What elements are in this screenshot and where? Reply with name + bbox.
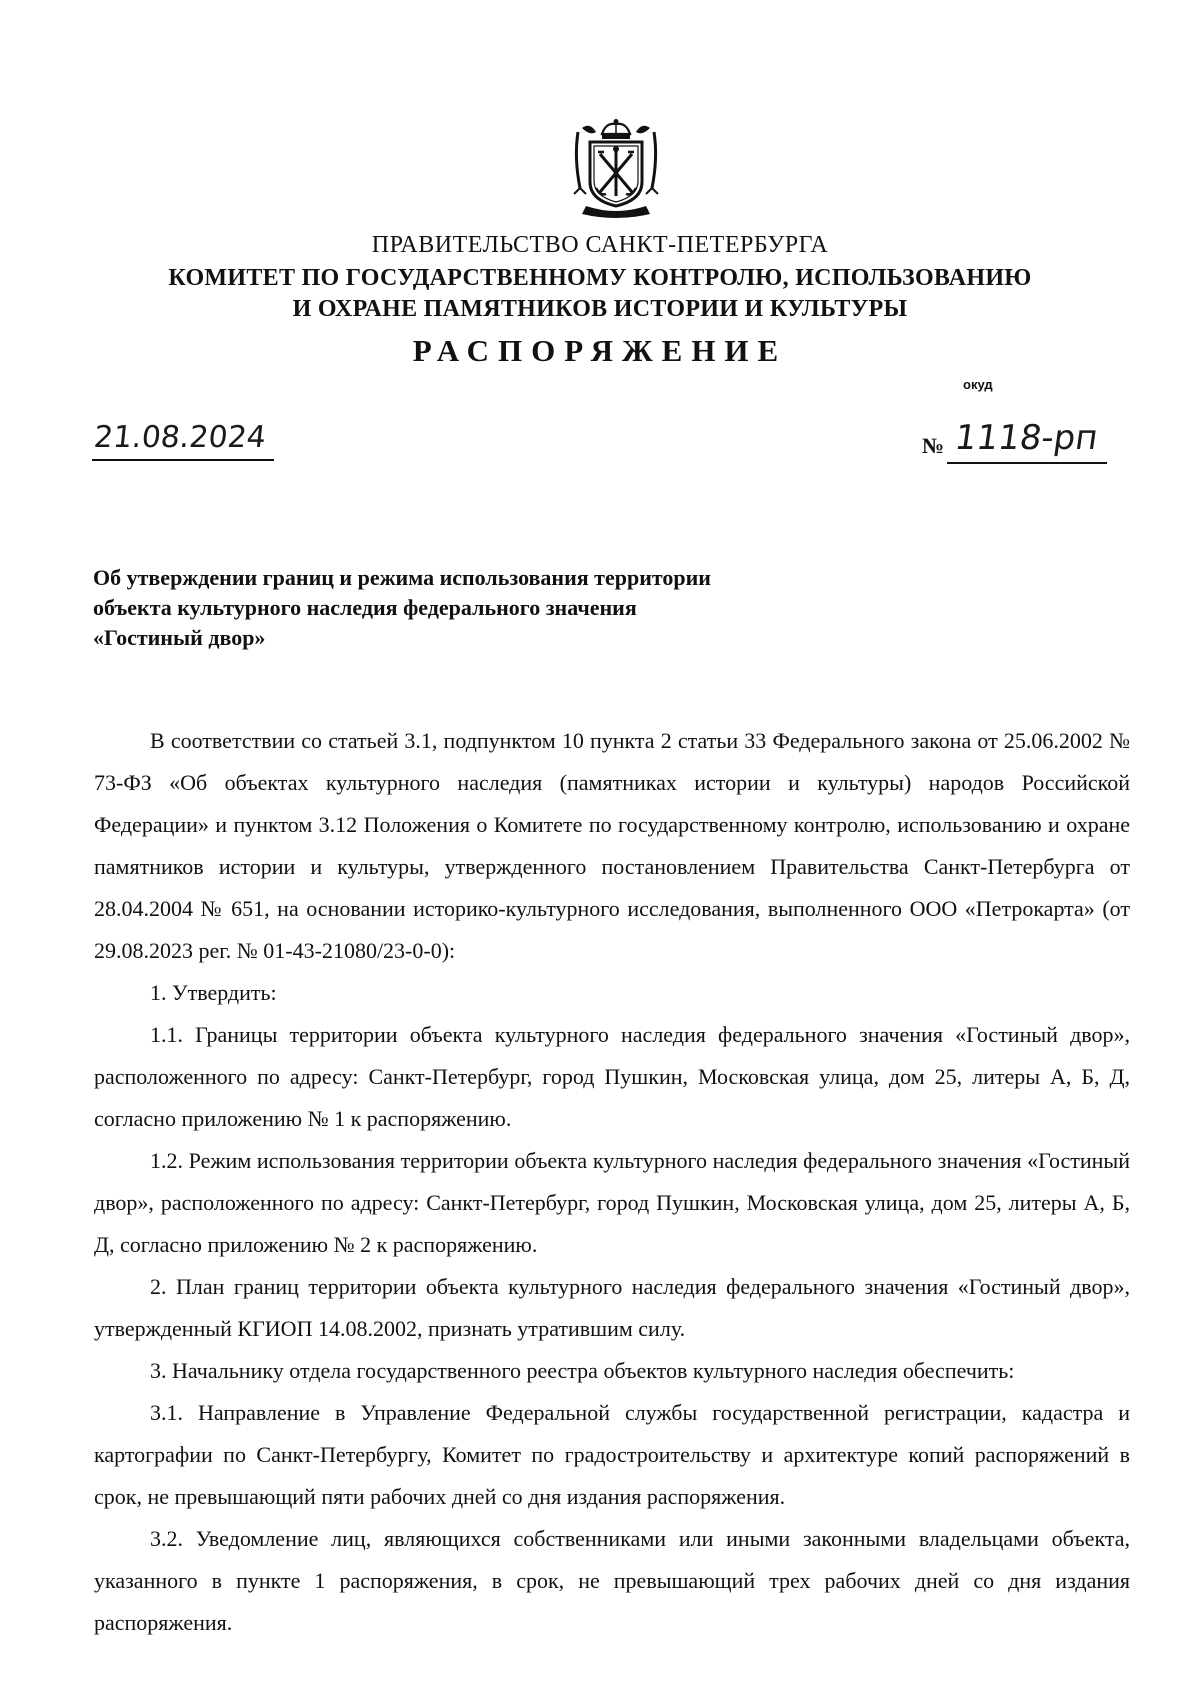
item-1: 1. Утвердить: bbox=[150, 980, 277, 1005]
subject-line-3: «Гостиный двор» bbox=[93, 625, 266, 650]
document-type: РАСПОРЯЖЕНИЕ bbox=[412, 333, 788, 368]
item-3-1: 3.1. Направление в Управление Федеральной службы государственной регистрации, кадастра и картографии по Санкт-Петербургу, Комитет по градостроительству и архитектуре копий распоряжений в срок, не превышающий пяти рабочих дней со дня издания распоряжения. bbox=[94, 1400, 1130, 1509]
document-body bbox=[94, 720, 1130, 1644]
preamble-paragraph: В соответствии со статьей 3.1, подпунктом 10 пункта 2 статьи 33 Федерального закона от 25.06.2002 № 73-ФЗ «Об объектах культурного наследия (памятниках истории и культуры) народов Российской Федерации» и пунктом 3.12 Положения о Комитете по государственному контролю, использованию и охране памятников истории и культуры, утвержденного постановлением Правительства Санкт-Петербурга от 28.04.2004 № 651, на основании историко-культурного исследования, выполненного ООО «Петрокарта» (от 29.08.2023 рег. № 01-43-21080/23-0-0): bbox=[94, 728, 1130, 963]
government-name: ПРАВИТЕЛЬСТВО САНКТ-ПЕТЕРБУРГА bbox=[371, 232, 829, 258]
spb-coat-of-arms-icon bbox=[568, 118, 664, 218]
number-label: № bbox=[922, 433, 945, 458]
item-3-2: 3.2. Уведомление лиц, являющихся собственниками или иными законными владельцами объекта, указанного в пункте 1 распоряжения, в срок, не превышающий трех рабочих дней со дня издания распоряжения. bbox=[94, 1526, 1130, 1635]
item-3: 3. Начальнику отдела государственного реестра объектов культурного наследия обеспечить: bbox=[150, 1358, 1015, 1383]
committee-name-line-1: КОМИТЕТ ПО ГОСУДАРСТВЕННОМУ КОНТРОЛЮ, ИСПОЛЬЗОВАНИЮ bbox=[168, 265, 1032, 291]
okud-label: окуд bbox=[963, 377, 993, 392]
subject-line-1: Об утверждении границ и режима использования территории bbox=[93, 565, 711, 590]
document-subject bbox=[93, 563, 913, 653]
number-underline bbox=[947, 462, 1107, 464]
subject-line-2: объекта культурного наследия федерального значения bbox=[93, 595, 637, 620]
committee-name-line-2: И ОХРАНЕ ПАМЯТНИКОВ ИСТОРИИ И КУЛЬТУРЫ bbox=[292, 296, 908, 322]
document-date: 21.08.2024 bbox=[92, 420, 268, 455]
item-1-2: 1.2. Режим использования территории объекта культурного наследия федерального значения «Гостиный двор», расположенного по адресу: Санкт-Петербург, город Пушкин, Московская улица, дом 25, литеры А, Б, Д, согласно приложению № 2 к распоряжению. bbox=[94, 1148, 1130, 1257]
document-number: 1118-рп bbox=[952, 418, 1101, 458]
item-2: 2. План границ территории объекта культурного наследия федерального значения «Гостиный двор», утвержденный КГИОП 14.08.2002, признать утратившим силу. bbox=[94, 1274, 1130, 1341]
date-underline bbox=[92, 459, 274, 461]
item-1-1: 1.1. Границы территории объекта культурного наследия федерального значения «Гостиный двор», расположенного по адресу: Санкт-Петербург, город Пушкин, Московская улица, дом 25, литеры А, Б, Д, согласно приложению № 1 к распоряжению. bbox=[94, 1022, 1130, 1131]
